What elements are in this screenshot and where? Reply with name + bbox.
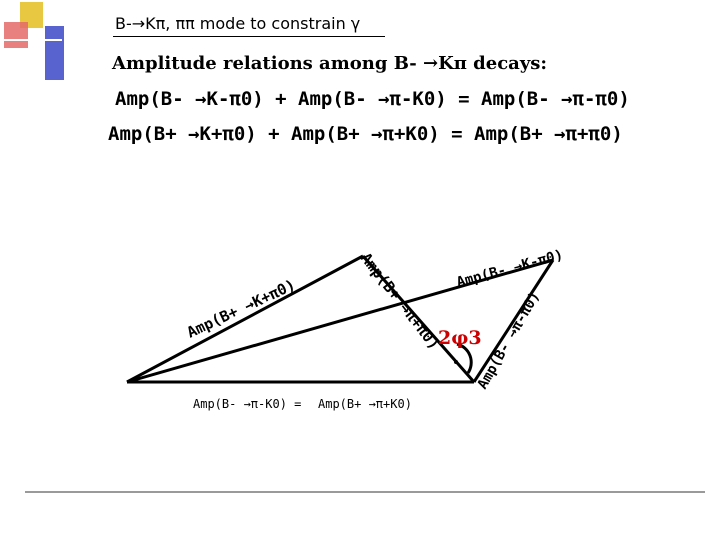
side-bplus-k-label: Amp(B+ →K+π0)	[184, 275, 299, 342]
edge-bplus-k	[127, 256, 363, 382]
relation-bplus: Amp(B+ →K+π0) + Amp(B+ →π+K0) = Amp(B+ →π+π0)	[108, 123, 623, 145]
base-right-label: Amp(B+ →π+K0)	[318, 397, 412, 411]
side-bplus-pi-label: Amp(B+ →π+π0)	[356, 249, 444, 353]
slide-subtitle: Amplitude relations among B- →Kπ decays:	[112, 53, 548, 74]
relation-bminus: Amp(B- →K-π0) + Amp(B- →π-K0) = Amp(B- →π-π0)	[115, 88, 630, 110]
angle-dot	[454, 360, 458, 364]
footer-rule	[25, 491, 705, 493]
base-left-label: Amp(B- →π-K0) =	[193, 397, 302, 411]
side-bminus-pi-label: Amp(B- →π-π0)	[474, 289, 544, 392]
side-bminus-k-label: Amp(B- →K-π0)	[454, 247, 565, 291]
slide-title: B-→Kπ, ππ mode to constrain γ	[115, 14, 361, 33]
angle-label: 2φ3	[438, 327, 482, 349]
